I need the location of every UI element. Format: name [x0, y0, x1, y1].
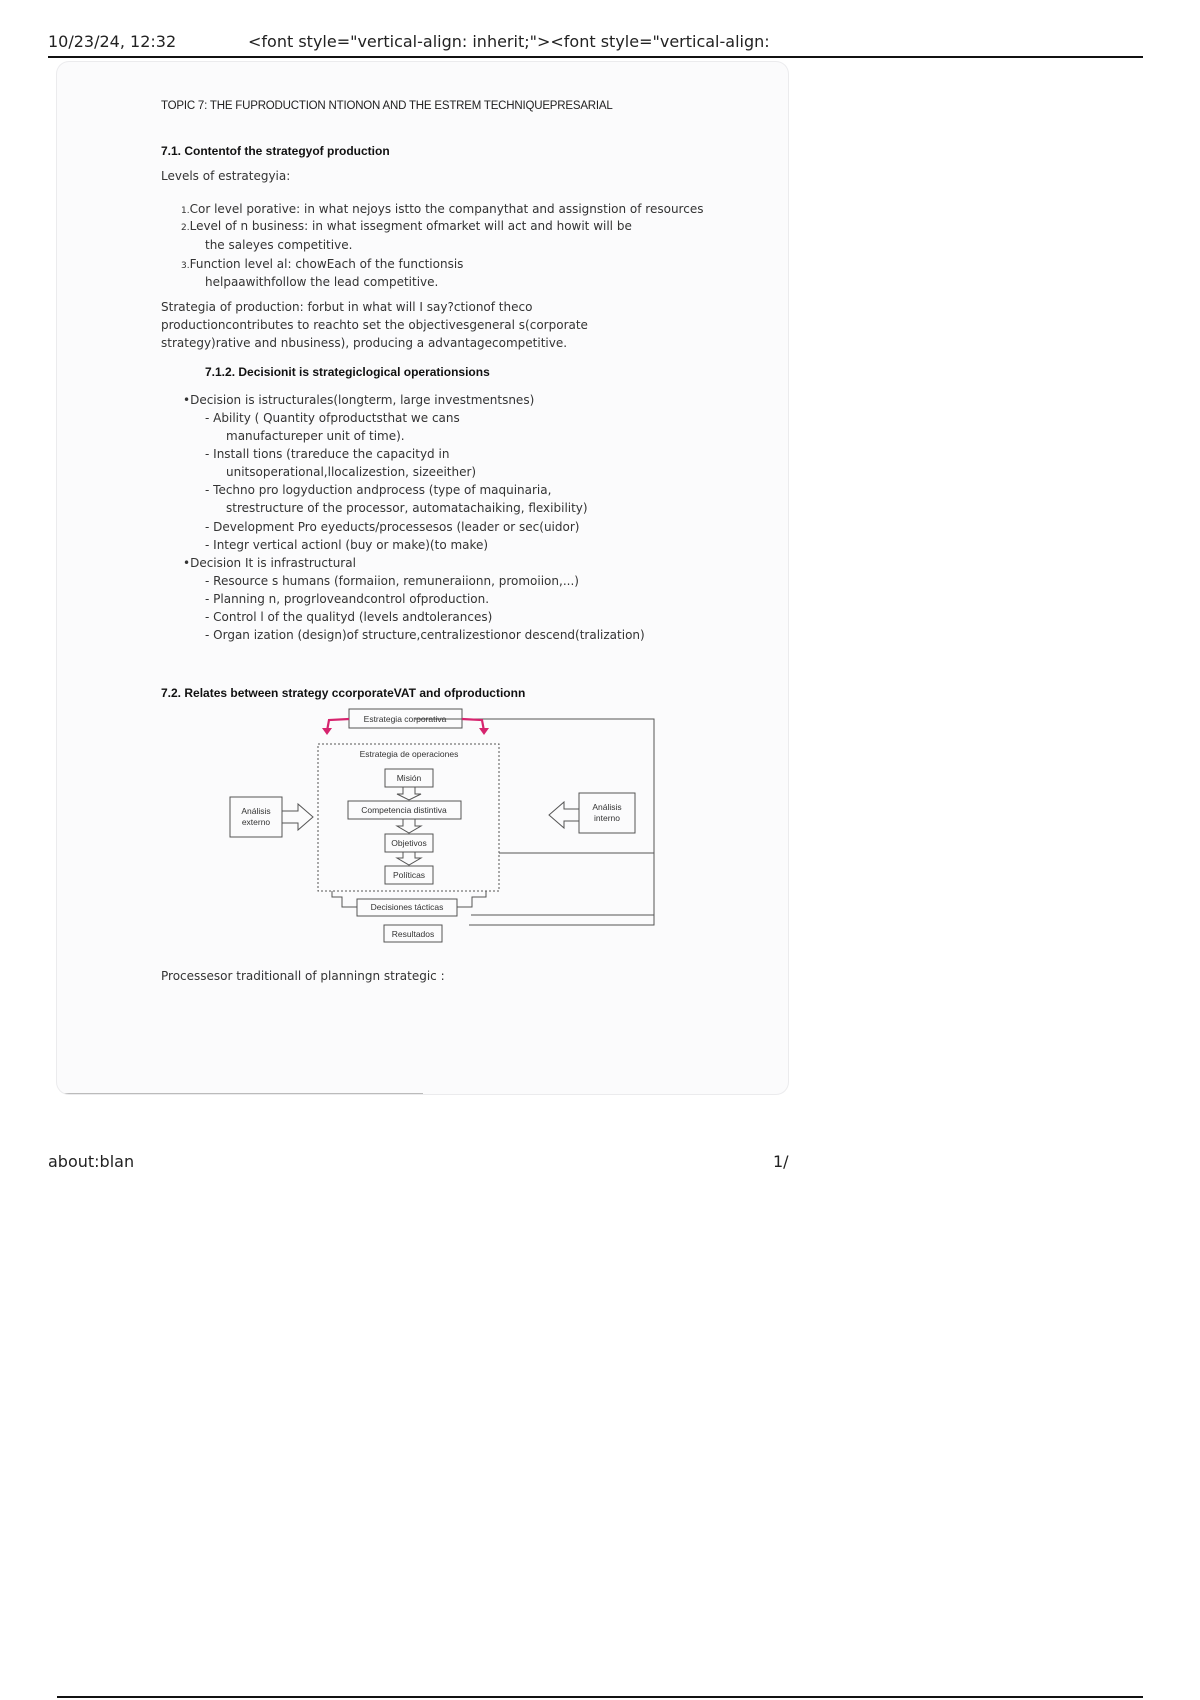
- print-header: [48, 30, 1143, 58]
- print-datetime: 10/23/24, 12:32: [48, 32, 177, 51]
- list-item: - Install tions (trareduce the capacityd in: [205, 447, 450, 461]
- section-heading-7-2: 7.2. Relates between strategy ccorporateVAT and ofproductionn: [161, 686, 526, 700]
- strategy-flow-diagram: [207, 707, 677, 952]
- diagram-decisiones-label: Decisiones tácticas: [370, 902, 444, 912]
- section-heading-7-1: 7.1. Contentof the strategyof production: [161, 144, 390, 158]
- list-item: •Decision is istructurales(longterm, large investmentsnes): [183, 393, 535, 407]
- diagram-internal-label-2: interno: [594, 813, 620, 823]
- document-page: [57, 62, 788, 1094]
- print-page-title: <font style="vertical-align: inherit;"><font style="vertical-align:: [248, 32, 770, 51]
- diagram-competencia-label: Competencia distintiva: [361, 805, 447, 815]
- closing-line: Processesor traditionall of planningn strategic :: [161, 969, 445, 983]
- section-heading-7-1-2: 7.1.2. Decisionit is strategiclogical operationsions: [205, 365, 490, 379]
- bottom-rule: [57, 1696, 1143, 1698]
- diagram-external-label-1: Análisis: [241, 806, 271, 816]
- list-item: 2.Level of n business: in what issegment ofmarket will act and howit will be: [181, 219, 632, 233]
- paragraph-line: productioncontributes to reachto set the objectivesgeneral s(corporate: [161, 318, 588, 332]
- levels-intro: Levels of estrategyia:: [161, 169, 291, 183]
- list-item: 1.Cor level porative: in what nejoys istto the companythat and assignstion of resources: [181, 202, 704, 216]
- list-item: - Ability ( Quantity ofproductsthat we cans: [205, 411, 460, 425]
- diagram-corporate-label: Estrategia corporativa: [363, 714, 447, 724]
- paragraph-line: strategy)rative and nbusiness), producing a advantagecompetitive.: [161, 336, 568, 350]
- list-item: - Planning n, progrloveandcontrol ofproduction.: [205, 592, 490, 606]
- list-item: - Organ ization (design)of structure,centralizestionor descend(tralization): [205, 628, 645, 642]
- diagram-operations-label: Estrategia de operaciones: [359, 749, 459, 759]
- list-item: - Integr vertical actionl (buy or make)(to make): [205, 538, 489, 552]
- list-item: 3.Function level al: chowEach of the functionsis: [181, 257, 464, 271]
- diagram-resultados-label: Resultados: [391, 929, 435, 939]
- list-item: - Development Pro eyeducts/processesos (leader or sec(uidor): [205, 520, 580, 534]
- list-item: unitsoperational,llocalizestion, sizeeither): [226, 465, 477, 479]
- list-item: the saleyes competitive.: [205, 238, 353, 252]
- list-item: - Resource s humans (formaiion, remuneraiionn, promoiion,...): [205, 574, 579, 588]
- page-divider: [57, 1093, 423, 1094]
- diagram-mision-label: Misión: [396, 773, 422, 783]
- paragraph-line: Strategia of production: forbut in what will I say?ctionof theco: [161, 300, 533, 314]
- print-footer-page: 1/: [773, 1152, 789, 1171]
- print-footer-url: about:blan: [48, 1152, 135, 1171]
- list-item: strestructure of the processor, automatachaiking, flexibility): [226, 501, 588, 515]
- diagram-objetivos-label: Objetivos: [391, 838, 427, 848]
- diagram-external-label-2: externo: [241, 817, 271, 827]
- diagram-internal-label-1: Análisis: [592, 802, 622, 812]
- diagram-politicas-label: Políticas: [392, 870, 426, 880]
- list-item: helpaawithfollow the lead competitive.: [205, 275, 439, 289]
- list-item: - Techno pro logyduction andprocess (type of maquinaria,: [205, 483, 552, 497]
- document-title: TOPIC 7: THE FUPRODUCTION NTIONON AND THE ESTREM TECHNIQUEPRESARIAL: [161, 100, 613, 112]
- list-item: •Decision It is infrastructural: [183, 556, 356, 570]
- list-item: manufactureper unit of time).: [226, 429, 405, 443]
- list-item: - Control l of the qualityd (levels andtolerances): [205, 610, 493, 624]
